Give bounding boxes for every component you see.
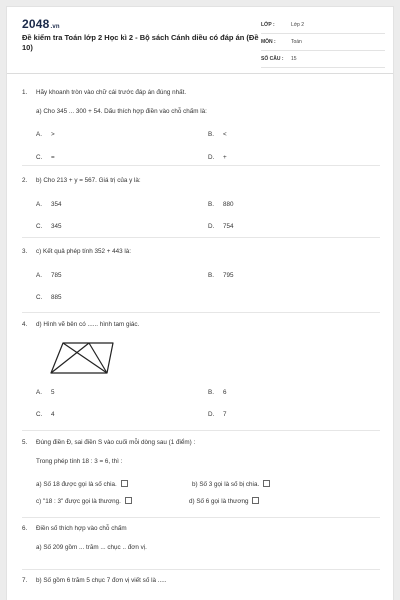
question-number: 4. — [22, 321, 28, 328]
option-value[interactable]: + — [223, 154, 227, 161]
question-text: b) Số gồm 6 trăm 5 chục 7 đơn vị viết số là ..... — [36, 577, 167, 584]
option-letter: D. — [208, 411, 215, 418]
question-number: 1. — [22, 89, 28, 96]
option-letter: B. — [208, 131, 214, 138]
option-value[interactable]: 345 — [51, 223, 62, 230]
question-text: c) Kết quả phép tính 352 + 443 là: — [36, 248, 132, 255]
site-logo[interactable] — [22, 17, 60, 31]
question-number: 6. — [22, 525, 28, 532]
question-number: 7. — [22, 577, 28, 584]
option-value[interactable]: > — [51, 131, 55, 138]
option-letter: D. — [208, 154, 215, 161]
meta-value: Lớp 2 — [291, 22, 305, 28]
option-value[interactable]: 354 — [51, 201, 62, 208]
worksheet-page — [6, 6, 394, 600]
answer-checkbox[interactable] — [125, 497, 132, 504]
statement-a — [36, 480, 128, 488]
meta-label: LỚP : — [261, 22, 275, 28]
question-number: 2. — [22, 177, 28, 184]
option-value[interactable]: 754 — [223, 223, 234, 230]
logo-domain: .vn — [50, 24, 60, 30]
question-divider — [22, 237, 380, 238]
option-value[interactable]: < — [223, 131, 227, 138]
meta-table — [261, 17, 385, 68]
option-value[interactable]: 7 — [223, 411, 227, 418]
meta-value: Toán — [291, 39, 302, 45]
question-divider — [22, 569, 380, 570]
answer-checkbox[interactable] — [121, 480, 128, 487]
option-letter: D. — [208, 223, 215, 230]
option-letter: C. — [36, 223, 43, 230]
option-value[interactable]: 785 — [51, 272, 62, 279]
option-value[interactable]: 880 — [223, 201, 234, 208]
statement-b — [192, 480, 270, 488]
statement-c — [36, 497, 132, 505]
worksheet-header — [7, 7, 393, 74]
option-letter: A. — [36, 272, 42, 279]
question-divider — [22, 312, 380, 313]
question-text: b) Cho 213 + y = 567. Giá trị của y là: — [36, 177, 141, 184]
meta-row-subject — [261, 34, 385, 51]
question-text: Điền số thích hợp vào chỗ chấm — [36, 525, 127, 532]
meta-row-count — [261, 51, 385, 68]
option-letter: C. — [36, 154, 43, 161]
option-letter: C. — [36, 411, 43, 418]
statement-text: b) Số 3 gọi là số bị chia. — [192, 481, 260, 488]
option-letter: C. — [36, 294, 43, 301]
statement-text: c) "18 : 3" được gọi là thương. — [36, 498, 121, 505]
meta-value: 15 — [291, 56, 297, 62]
triangle-figure — [49, 341, 119, 375]
option-value[interactable]: 885 — [51, 294, 62, 301]
question-divider — [22, 430, 380, 431]
option-value[interactable]: 6 — [223, 389, 227, 396]
statement-text: d) Số 6 gọi là thương — [189, 498, 249, 505]
option-letter: B. — [208, 389, 214, 396]
question-text: a) Cho 345 ... 300 + 54. Dấu thích hợp điền vào chỗ chấm là: — [36, 108, 207, 115]
statement-text: a) Số 18 được gọi là số chia. — [36, 481, 117, 488]
question-text: Đúng điền Đ, sai điền S vào cuối mỗi dòng sau (1 điểm) : — [36, 439, 196, 446]
option-value[interactable]: 5 — [51, 389, 55, 396]
question-subtext: a) Số 209 gồm ... trăm ... chục .. đơn vị. — [36, 544, 147, 551]
question-number: 3. — [22, 248, 28, 255]
question-divider — [22, 165, 380, 166]
option-value[interactable]: 795 — [223, 272, 234, 279]
option-letter: A. — [36, 389, 42, 396]
answer-checkbox[interactable] — [263, 480, 270, 487]
worksheet-title: Đề kiểm tra Toán lớp 2 Học kì 2 - Bộ sách Cánh diều có đáp án (Đề 10) — [22, 33, 259, 52]
question-text: d) Hình vẽ bên có ...... hình tam giác. — [36, 321, 140, 328]
meta-row-class — [261, 17, 385, 34]
option-value[interactable]: = — [51, 154, 55, 161]
option-value[interactable]: 4 — [51, 411, 55, 418]
question-number: 5. — [22, 439, 28, 446]
option-letter: B. — [208, 272, 214, 279]
meta-label: SỐ CÂU : — [261, 56, 284, 62]
option-letter: B. — [208, 201, 214, 208]
question-intro: Hãy khoanh tròn vào chữ cái trước đáp án đúng nhất. — [36, 89, 187, 96]
option-letter: A. — [36, 131, 42, 138]
option-letter: A. — [36, 201, 42, 208]
meta-label: MÔN : — [261, 39, 276, 45]
logo-main: 2048 — [22, 17, 50, 31]
question-divider — [22, 517, 380, 518]
question-subtext: Trong phép tính 18 : 3 = 6, thì : — [36, 458, 123, 465]
statement-d — [189, 497, 259, 505]
answer-checkbox[interactable] — [252, 497, 259, 504]
